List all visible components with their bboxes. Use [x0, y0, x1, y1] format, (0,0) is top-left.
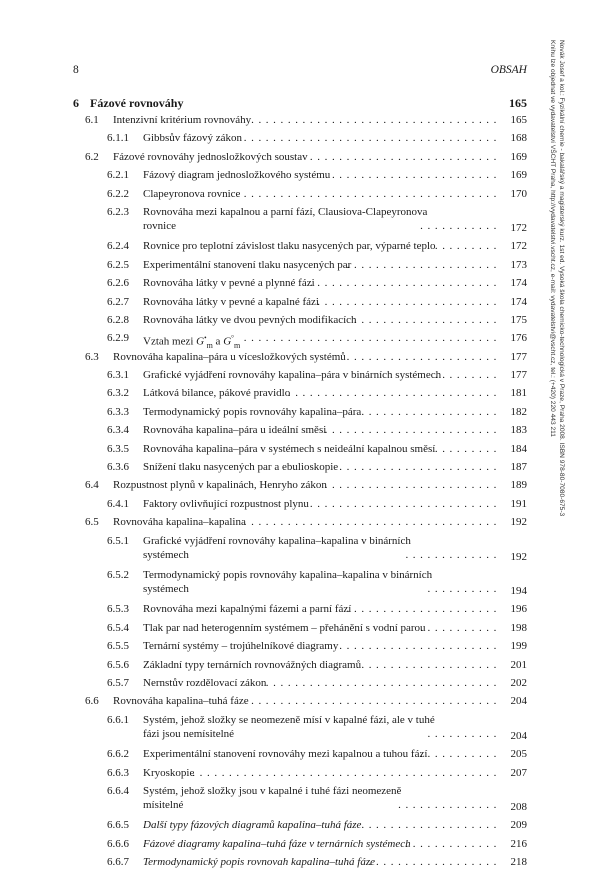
leader-dots: ......................... [317, 295, 501, 308]
toc-entry-title-line: Termodynamický popis rovnováhy kapalina–pára [143, 405, 362, 418]
toc-entry-page: 218 [510, 856, 527, 869]
toc-entry-title-line: Experimentální stanovení rovnováhy mezi kapalnou a tuhou fází [143, 748, 428, 761]
leader-dots: ......... [434, 240, 501, 253]
toc-entry-title-line: Rovnováha látky v pevné a plynné fázi [143, 277, 315, 290]
toc-entry[interactable] [73, 766, 527, 782]
toc-entry[interactable] [73, 350, 527, 366]
toc-entry-title-line: Fázové rovnováhy jednosložkových soustav [113, 150, 308, 163]
toc-entry-number: 6.2 [85, 150, 99, 163]
toc-entry-page: 204 [510, 729, 527, 742]
toc-entry-title [143, 855, 375, 869]
toc-entry-title-line: Clapeyronova rovnice [143, 187, 241, 200]
running-title: OBSAH [490, 64, 527, 76]
toc-entry-title-line: Vztah mezi $G^•_m$ a $G^\circ_m$ [143, 334, 241, 351]
leader-dots: ................................ [265, 676, 501, 689]
toc-entry[interactable] [73, 258, 527, 274]
leader-dots: ................... [361, 658, 501, 671]
toc-entry-title [143, 621, 426, 635]
toc-entry-number: 6.6.6 [107, 837, 129, 850]
toc-entry-number: 6.2.2 [107, 187, 129, 200]
toc-entry-page: 207 [510, 766, 527, 779]
toc-entry-title [143, 676, 266, 690]
toc-entry-title-line: Intenzivní kritérium rovnováhy [113, 114, 252, 126]
toc-entry-page: 170 [510, 187, 527, 200]
toc-entry[interactable] [73, 497, 527, 513]
toc-entry-page: 191 [510, 497, 527, 510]
toc-entry-title [143, 168, 330, 182]
citation-line-1: Novák Josef a kol.: Fyzikální chemie - bakalářský a magisterský kurz. 1st ed. Vysoká škola chemicko-technologická v Praze, Praha 2008. ISBN 978-80-7080-675-3 [558, 40, 565, 517]
toc-entry-title [143, 423, 326, 437]
toc-entry-title-line: Grafické vyjádření rovnováhy kapalina–kapalina v binárních [143, 534, 411, 547]
toc-entry-title [143, 497, 309, 511]
leader-dots: .................................. [251, 695, 501, 708]
toc-entry-page: 176 [510, 332, 527, 345]
toc-entry-page: 182 [510, 405, 527, 418]
toc-entries [73, 113, 527, 871]
toc-entry[interactable] [73, 639, 527, 655]
leader-dots: ........................ [324, 479, 501, 492]
toc-entry-page: 192 [510, 550, 527, 563]
toc-entry-number: 6.4.1 [107, 497, 129, 510]
toc-entry-page: 208 [510, 800, 527, 813]
toc-entry-number: 6.6.3 [107, 766, 129, 779]
toc-entry-page: 184 [510, 442, 527, 455]
toc-entry-title-line: Rovnováha kapalina–pára v systémech s neideální kapalnou směsí [143, 442, 436, 455]
toc-entry-page: 177 [510, 350, 527, 363]
toc-entry[interactable] [73, 187, 527, 203]
toc-entry-title [143, 568, 432, 596]
toc-entry-title [143, 784, 401, 812]
chapter-page: 165 [509, 96, 527, 110]
toc-entry-title-line: Faktory ovlivňující rozpustnost plynu [143, 497, 309, 510]
leader-dots: ....................... [331, 169, 501, 182]
toc-entry-page: 168 [510, 132, 527, 145]
toc-entry-title-line: Systém, jehož složky jsou v kapalné i tuhé fázi neomezeně [143, 784, 402, 797]
toc-entry[interactable] [73, 168, 527, 184]
toc-entry[interactable] [73, 368, 527, 384]
toc-entry-title-line: Snížení tlaku nasycených par a ebulioskopie [143, 461, 339, 474]
toc-entry[interactable] [73, 150, 527, 166]
toc-entry-page: 204 [510, 695, 527, 708]
toc-entry-number: 6.6.2 [107, 748, 129, 761]
leader-dots: ................................... [243, 187, 501, 200]
toc-entry-title [143, 295, 319, 309]
leader-dots: ........... [420, 219, 501, 232]
toc-entry-title [143, 639, 338, 653]
leader-dots: .......................................... [192, 766, 501, 779]
toc-entry-number: 6.1 [85, 114, 99, 126]
leader-dots: ......... [434, 442, 501, 455]
toc-entry[interactable] [73, 658, 527, 674]
toc-entry-title [143, 818, 361, 832]
toc-entry-page: 169 [510, 169, 527, 182]
toc-entry[interactable] [73, 534, 527, 566]
toc-entry-page: 165 [510, 114, 527, 126]
toc-entry-title-line: Rovnováha kapalina–tuhá fáze [113, 695, 249, 708]
leader-dots: ................................... [243, 332, 501, 345]
toc-entry[interactable] [73, 855, 527, 871]
toc-entry[interactable] [73, 276, 527, 292]
page-number: 8 [73, 64, 79, 76]
toc-entry-title-line-2: fázi jsou nemísitelné [143, 727, 235, 740]
toc-entry-title [143, 602, 351, 616]
toc-entry-number: 6.3.6 [107, 461, 129, 474]
toc-entry-number: 6.2.1 [107, 169, 129, 182]
toc-entry-number: 6.1.1 [107, 132, 129, 145]
toc-entry-title [143, 460, 338, 474]
toc-entry[interactable] [73, 837, 527, 853]
toc-entry-number: 6.2.6 [107, 277, 129, 290]
toc-entry-number: 6.5.5 [107, 640, 129, 653]
toc-entry-title [113, 478, 327, 492]
toc-entry-page: 183 [510, 424, 527, 437]
toc-entry-number: 6.6.7 [107, 856, 129, 869]
toc-entry-title [143, 368, 441, 382]
toc-entry-title [143, 658, 361, 672]
leader-dots: ........... [420, 748, 501, 761]
toc-entry-page: 177 [510, 369, 527, 382]
toc-entry-title [143, 747, 427, 761]
toc-entry-page: 198 [510, 621, 527, 634]
citation-text [548, 40, 566, 516]
toc-entry-number: 6.5.3 [107, 603, 129, 616]
chapter-number: 6 [73, 96, 79, 110]
toc-entry-page: 187 [510, 461, 527, 474]
toc-entry-number: 6.4 [85, 479, 99, 492]
toc-entry-title [143, 405, 361, 419]
toc-entry-title [143, 258, 351, 272]
toc-entry-page: 174 [510, 277, 527, 290]
toc-entry-title-line-2: systémech [143, 582, 189, 595]
toc-entry-title-line: Kryoskopie [143, 766, 195, 779]
toc-entry-title-line: Rovnováha kapalina–kapalina [113, 516, 246, 529]
toc-entry-number: 6.5.2 [107, 568, 129, 581]
toc-entry-number: 6.2.7 [107, 295, 129, 308]
toc-entry-title-line: Rovnováha mezi kapalnými fázemi a parní fází [143, 603, 352, 616]
toc-entry-title-line: Fázové diagramy kapalina–tuhá fáze v ternárních systémech [143, 837, 411, 850]
leader-dots: .................... [354, 313, 501, 326]
leader-dots: ................... [361, 405, 501, 418]
toc-entry[interactable] [73, 621, 527, 637]
toc-entry-title [143, 837, 411, 851]
chapter-heading [73, 96, 527, 113]
chapter-title: Fázové rovnováhy [90, 96, 184, 110]
leader-dots: ................... [361, 819, 501, 832]
citation-sidebar [540, 40, 590, 660]
toc-entry-title [143, 276, 315, 290]
toc-entry-title [113, 113, 251, 127]
toc-entry-title [113, 350, 346, 364]
page-header [73, 64, 527, 80]
toc-entry-title-line: Experimentální stanovení tlaku nasycených par [143, 258, 352, 271]
toc-entry-title-line-2: rovnice [143, 219, 176, 232]
toc-entry-title-line: Tlak par nad heterogenním systémem – přehánění s vodní parou [143, 621, 426, 634]
toc-entry-number: 6.3.5 [107, 442, 129, 455]
toc-entry-page: 172 [510, 240, 527, 253]
table-of-contents [73, 96, 527, 873]
toc-entry-page: 174 [510, 295, 527, 308]
leader-dots: ............. [405, 837, 501, 850]
toc-entry-title-line-2: mísitelné [143, 798, 184, 811]
toc-entry-page: 192 [510, 516, 527, 529]
leader-dots: .................. [368, 856, 501, 869]
toc-entry-page: 194 [510, 584, 527, 597]
leader-dots: .......................... [309, 150, 501, 163]
toc-entry[interactable] [73, 205, 527, 237]
leader-dots: ...................... [339, 461, 501, 474]
leader-dots: ......... [434, 369, 501, 382]
toc-entry-page: 201 [510, 658, 527, 671]
toc-entry-title [143, 187, 240, 201]
toc-entry[interactable] [73, 442, 527, 458]
leader-dots: ..................... [346, 258, 501, 271]
toc-entry-title [143, 386, 290, 400]
leader-dots: ..................... [346, 603, 501, 616]
toc-entry-number: 6.2.4 [107, 240, 129, 253]
toc-entry[interactable] [73, 113, 527, 129]
toc-entry-number: 6.2.5 [107, 258, 129, 271]
leader-dots: .................................. [251, 114, 501, 126]
toc-entry-title-line: Gibbsův fázový zákon [143, 132, 242, 145]
toc-entry[interactable] [73, 295, 527, 311]
toc-entry-title-line-2: systémech [143, 548, 189, 561]
toc-entry-number: 6.5.1 [107, 534, 129, 547]
toc-entry[interactable] [73, 784, 527, 816]
toc-entry-title [143, 534, 411, 562]
toc-entry-title-line: Rovnováha látky ve dvou pevných modifikacích [143, 313, 357, 326]
toc-entry-number: 6.3.1 [107, 369, 129, 382]
toc-entry-number: 6.6.1 [107, 713, 129, 726]
toc-entry-number: 6.6.4 [107, 784, 129, 797]
toc-entry-title-line: Základní typy ternárních rovnovážných diagramů [143, 658, 362, 671]
leader-dots: ...................... [339, 640, 501, 653]
toc-entry-title [143, 313, 357, 327]
toc-entry-page: 205 [510, 748, 527, 761]
toc-entry-page: 169 [510, 150, 527, 163]
toc-entry-number: 6.3.2 [107, 387, 129, 400]
leader-dots: ..................... [346, 350, 501, 363]
toc-entry[interactable] [73, 747, 527, 763]
leader-dots: ............. [405, 548, 501, 561]
toc-entry[interactable] [73, 694, 527, 710]
toc-entry[interactable] [73, 460, 527, 476]
leader-dots: .......... [427, 582, 501, 595]
toc-entry-title [113, 515, 246, 529]
toc-entry-title-line: Termodynamický popis rovnovah kapalina–tuhá fáze [143, 856, 375, 869]
toc-entry-number: 6.2.3 [107, 205, 129, 218]
toc-entry-page: 196 [510, 603, 527, 616]
leader-dots: .......................... [309, 497, 501, 510]
toc-entry[interactable] [73, 239, 527, 255]
toc-entry-title-line: Termodynamický popis rovnováhy kapalina–kapalina v binárních [143, 568, 433, 581]
toc-entry-number: 6.5 [85, 516, 99, 529]
toc-entry-page: 189 [510, 479, 527, 492]
leader-dots: ................................... [243, 132, 501, 145]
toc-entry-page: 209 [510, 819, 527, 832]
toc-entry[interactable] [73, 676, 527, 692]
toc-entry-title-line: Systém, jehož složky se neomezeně mísí v kapalné fázi, ale v tuhé [143, 713, 435, 726]
toc-entry-title [143, 205, 427, 233]
toc-entry-title [143, 713, 435, 741]
toc-entry-title [113, 694, 249, 708]
toc-entry[interactable] [73, 478, 527, 494]
toc-entry-page: 202 [510, 676, 527, 689]
leader-dots: ........................ [324, 424, 501, 437]
toc-entry-number: 6.5.6 [107, 658, 129, 671]
toc-entry[interactable] [73, 331, 527, 351]
toc-entry-number: 6.2.9 [107, 332, 129, 345]
toc-entry[interactable] [73, 568, 527, 600]
toc-entry[interactable] [73, 818, 527, 834]
toc-entry-title [143, 239, 436, 253]
toc-entry-title-line: Ternární systémy – trojúhelníkové diagramy [143, 640, 339, 653]
toc-entry-title [143, 131, 242, 145]
toc-entry[interactable] [73, 405, 527, 421]
toc-entry[interactable] [73, 131, 527, 147]
leader-dots: .......... [427, 727, 501, 740]
toc-entry-title [113, 150, 308, 164]
toc-entry[interactable] [73, 713, 527, 745]
toc-entry[interactable] [73, 515, 527, 531]
toc-entry-title-line: Fázový diagram jednosložkového systému [143, 169, 331, 182]
toc-entry-title-line: Rovnováha kapalina–pára u ideální směsi [143, 424, 327, 437]
toc-entry-number: 6.3.3 [107, 405, 129, 418]
toc-entry-title-line: Rozpustnost plynů v kapalinách, Henryho zákon [113, 479, 327, 492]
leader-dots: .............. [398, 798, 501, 811]
leader-dots: .......................... [309, 277, 501, 290]
toc-entry[interactable] [73, 313, 527, 329]
toc-entry-title-line: Látková bilance, pákové pravidlo [143, 387, 291, 400]
toc-entry-title-line: Rovnováha mezi kapalnou a parní fází, Clausiova-Clapeyronova [143, 205, 428, 218]
toc-entry[interactable] [73, 602, 527, 618]
leader-dots: ........... [420, 621, 501, 634]
toc-entry-title-line: Rovnováha látky v pevné a kapalné fázi [143, 295, 319, 308]
toc-entry-number: 6.2.8 [107, 313, 129, 326]
toc-entry[interactable] [73, 423, 527, 439]
leader-dots: ............................. [287, 387, 501, 400]
toc-entry-title-line: Rovnováha kapalina–pára u vícesložkových systémů [113, 350, 346, 363]
toc-entry-page: 199 [510, 640, 527, 653]
toc-entry-number: 6.6 [85, 695, 99, 708]
toc-entry-title-line: Grafické vyjádření rovnováhy kapalina–pára v binárních systémech [143, 369, 442, 382]
toc-entry-number: 6.5.4 [107, 621, 129, 634]
toc-entry-page: 216 [510, 837, 527, 850]
toc-entry-number: 6.3 [85, 350, 99, 363]
toc-entry[interactable] [73, 386, 527, 402]
toc-entry-title [143, 766, 194, 780]
toc-entry-page: 173 [510, 258, 527, 271]
toc-entry-page: 172 [510, 221, 527, 234]
toc-entry-page: 181 [510, 387, 527, 400]
toc-entry-title-line: Rovnice pro teplotní závislost tlaku nasycených par, výparné teplo [143, 240, 436, 253]
toc-entry-title-line: Nernstův rozdělovací zákon [143, 676, 267, 689]
toc-entry-title [143, 442, 435, 456]
toc-entry-number: 6.3.4 [107, 424, 129, 437]
leader-dots: ................................... [243, 516, 501, 529]
toc-entry-number: 6.5.7 [107, 676, 129, 689]
toc-entry-number: 6.6.5 [107, 819, 129, 832]
citation-line-2: Knihu lze objednat ve vydavatelství VŠCHT Praha, http://vydavatelstvi.vscht.cz, e-mail: vydavatelstvi@vscht.cz, tel.: (+420) 220 443 211 [549, 40, 556, 437]
toc-entry-page: 175 [510, 313, 527, 326]
toc-entry-title-line: Další typy fázových diagramů kapalina–tuhá fáze [143, 819, 362, 832]
